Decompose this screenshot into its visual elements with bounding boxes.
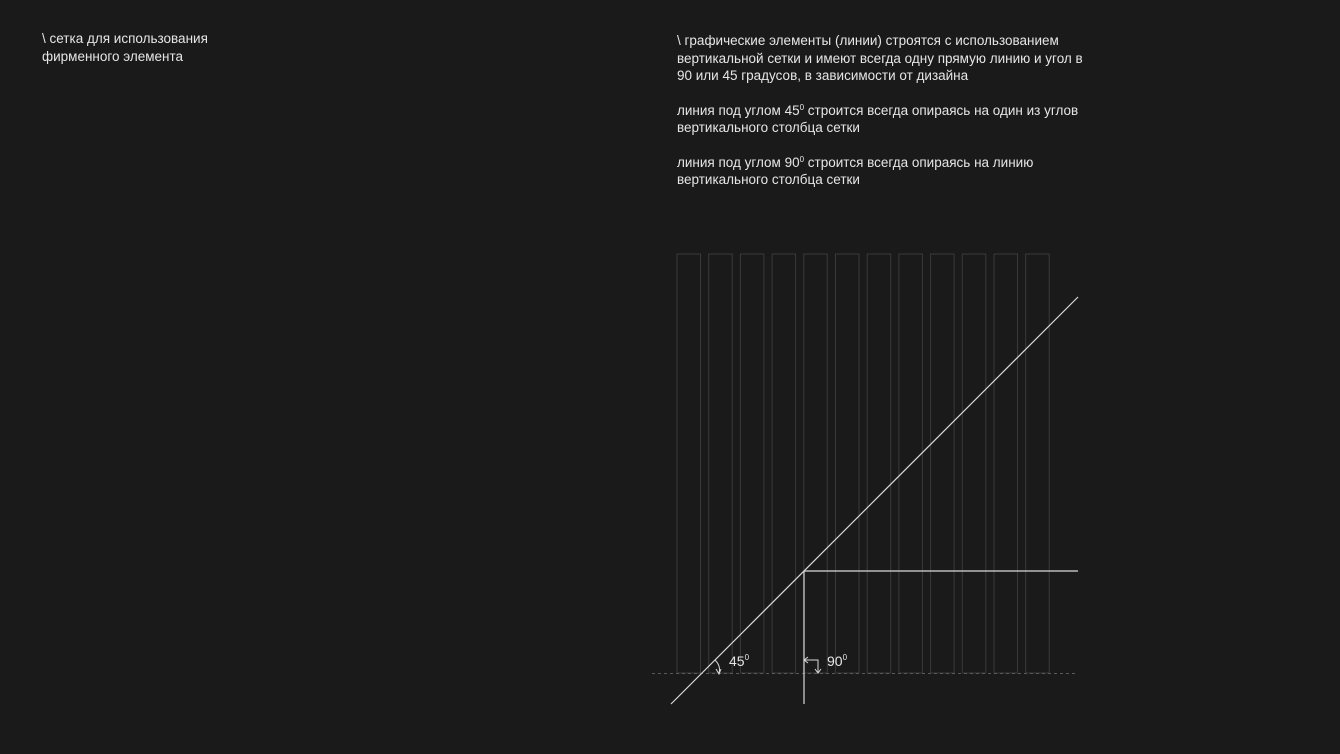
rule-45-text-end: строится всегда опираясь на один из углов [804,102,1079,118]
angle-90-marker [804,653,848,673]
rule-45-degree-sup: 0 [799,102,805,112]
grid-column [994,254,1018,673]
rule-45-text-start: линия под углом 45 [677,102,800,118]
grid-column [836,254,860,673]
grid-column [709,254,733,673]
grid-column [899,254,923,673]
grid-column [1026,254,1050,673]
rule-45-line-2: вертикального столбца сетки [677,120,860,135]
page-title-line-2: фирменного элемента [42,48,184,64]
rule-90-degree-sup: 0 [799,154,805,164]
rule-90-text-end: строится всегда опираясь на линию [804,154,1034,170]
grid-column [772,254,796,673]
rule-90-text-start: линия под углом 90 [677,154,800,170]
grid-column [677,254,701,673]
intro-line-1: \ графические элементы (линии) строятся с использованием [677,33,1059,48]
grid-column [740,254,764,673]
grid-column [931,254,955,673]
grid-column [867,254,891,673]
grid-column [962,254,986,673]
vertical-grid [677,254,1049,673]
angle-45-sup: 0 [744,653,750,662]
angle-90-label: $90^0$ [827,653,848,669]
grid-column [804,254,828,673]
intro-line-2: вертикальной сетки и имеют всегда одну прямую линию и угол в [677,50,1083,66]
intro-line-3: 90 или 45 градусов, в зависимости от дизайна [677,68,969,83]
angle-90-sup: 0 [842,653,848,662]
page-title-line-1: \ сетка для использования [42,31,208,46]
angle-45-label: $45^0$ [729,653,750,669]
rule-90-line-2: вертикального столбца сетки [677,172,860,187]
